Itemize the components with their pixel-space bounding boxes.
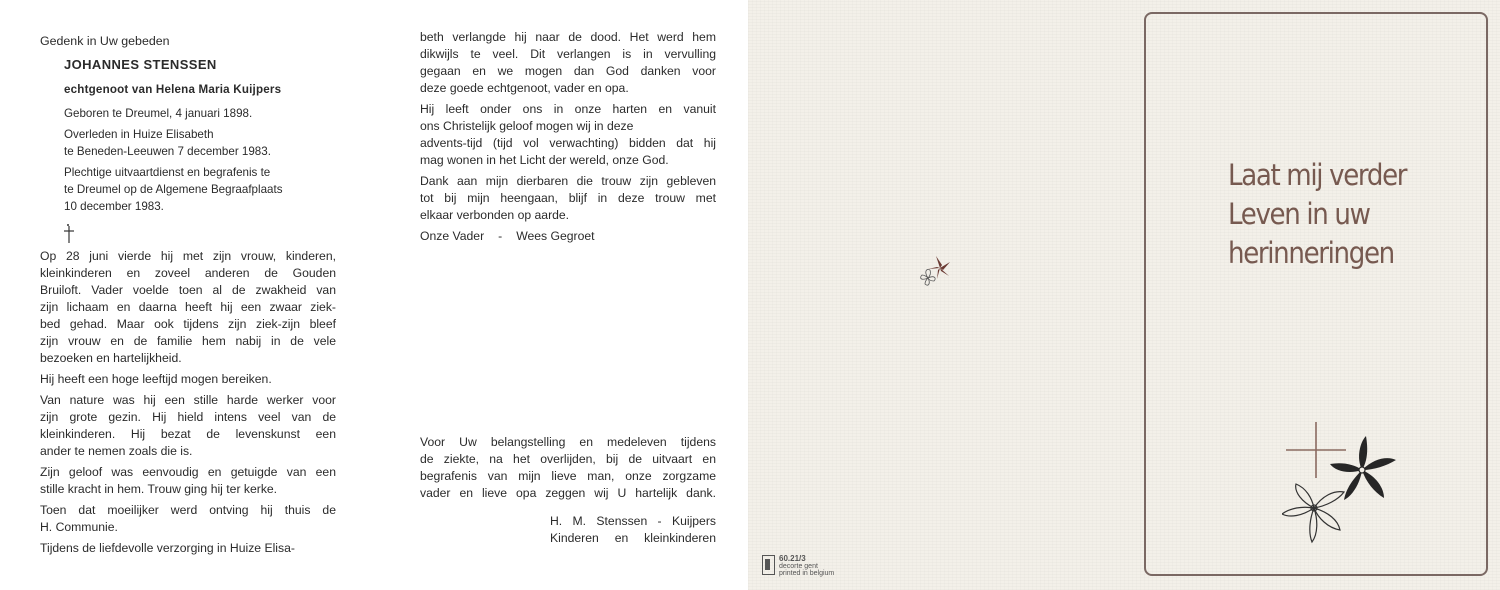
funeral-line: Plechtige uitvaartdienst en begrafenis te: [64, 166, 271, 179]
text-line: Hij heeft een hoge leeftijd mogen bereiken.: [40, 372, 272, 386]
cross-with-flowers-icon: [1282, 420, 1422, 550]
text-line: gegaan en we mogen dan God danken voor: [420, 64, 716, 78]
text-line: Dank aan mijn dierbaren die trouw zijn gebleven: [420, 174, 716, 188]
obituary-text-right: [420, 29, 716, 245]
death-line: te Beneden-Leeuwen 7 december 1983.: [64, 145, 271, 158]
text-line: kleinkinderen en zoveel anderen de Gouden: [40, 266, 336, 280]
death-line: Overleden in Huize Elisabeth: [64, 128, 214, 141]
prayer-separator: -: [498, 229, 503, 243]
text-line: de ziekte, na het overlijden, bij de uitvaart en: [420, 452, 716, 466]
life-facts: [64, 105, 344, 215]
cover-motto: [1228, 156, 1426, 273]
text-line: beth verlangde hij naar de dood. Het werd hem: [420, 30, 716, 44]
motto-line: Laat mij verder: [1228, 158, 1407, 192]
left-page: [0, 0, 375, 590]
text-line: H. Communie.: [40, 520, 118, 534]
text-line: tot bij mijn heengaan, blijf in deze trouw met: [420, 191, 716, 205]
text-line: elkaar verbonden op aarde.: [420, 208, 570, 222]
text-line: Tijdens de liefdevolle verzorging in Huize Elisa-: [40, 541, 295, 555]
cross-icon: [60, 222, 76, 244]
text-line: mag wonen in het Licht der wereld, onze God.: [420, 153, 669, 167]
deceased-name: JOHANNES STENSSEN: [64, 57, 217, 72]
flower-icon: [910, 252, 962, 294]
motto-line: Leven in uw: [1228, 197, 1370, 231]
text-line: Op 28 juni vierde hij met zijn vrouw, kinderen,: [40, 249, 336, 263]
text-line: stille kracht in hem. Trouw ging hij ter kerke.: [40, 482, 278, 496]
motto-line: herinneringen: [1228, 236, 1394, 270]
header: Gedenk in Uw gebeden: [40, 34, 170, 48]
prayer-line: [420, 228, 716, 245]
text-line: Toen dat moeilijker werd ontving hij thuis de: [40, 503, 336, 517]
signature-line: Kinderen en kleinkinderen: [550, 531, 716, 545]
text-line: zijn grote gezin. Hij hield intens veel van de: [40, 410, 336, 424]
text-line: ons Christelijk geloof mogen wij in deze: [420, 119, 634, 133]
text-line: Van nature was hij een stille harde werker voor: [40, 393, 336, 407]
text-line: zijn vrouw en de familie hem nabij in de vele: [40, 334, 336, 348]
text-line: Voor Uw belangstelling en medeleven tijdens: [420, 435, 716, 449]
text-line: zijn lichaam en daarna heeft hij een zwaar ziek-: [40, 300, 336, 314]
thanks-text: [420, 434, 716, 502]
prayer-onze-vader: Onze Vader: [420, 229, 485, 243]
text-line: Bruiloft. Vader voelde toen al de zwakheid van: [40, 283, 336, 297]
printer-imprint: [762, 555, 834, 578]
text-line: dikwijls te veel. Dit verlangen is in vervulling: [420, 47, 716, 61]
text-line: bezoeken en hartelijkheid.: [40, 351, 182, 365]
spouse-line: echtgenoot van Helena Maria Kuijpers: [64, 83, 282, 96]
text-line: deze goede echtgenoot, vader en opa.: [420, 81, 629, 95]
funeral-line: te Dreumel op de Algemene Begraafplaats: [64, 183, 283, 196]
text-line: advents-tijd (tijd vol verwachting) bidden dat hij: [420, 136, 716, 150]
prayer-wees-gegroet: Wees Gegroet: [516, 229, 595, 243]
text-line: vader en lieve opa zeggen wij U hartelijk dank.: [420, 486, 716, 500]
imprint-line: decorte gent: [779, 562, 818, 570]
funeral-line: 10 december 1983.: [64, 200, 164, 213]
obituary-text-left: [40, 248, 336, 557]
printer-logo-icon: [762, 555, 775, 575]
signature: [550, 513, 716, 547]
text-line: begrafenis van mijn lieve man, onze zorgzame: [420, 469, 716, 483]
text-line: Hij leeft onder ons in onze harten en vanuit: [420, 102, 716, 116]
imprint-line: printed in belgium: [779, 570, 835, 577]
text-line: ander te nemen zoals die is.: [40, 444, 193, 458]
text-line: kleinkinderen. Hij bezat de levenskunst een: [40, 427, 336, 441]
text-line: bed gehad. Maar ook tijdens zijn ziek-zijn bleef: [40, 317, 336, 331]
text-line: Zijn geloof was eenvoudig en getuigde van een: [40, 465, 336, 479]
signature-line: H. M. Stenssen - Kuijpers: [550, 514, 716, 528]
birth-line: Geboren te Dreumel, 4 januari 1898.: [64, 107, 253, 120]
imprint-code: 60.21/3: [779, 554, 806, 563]
